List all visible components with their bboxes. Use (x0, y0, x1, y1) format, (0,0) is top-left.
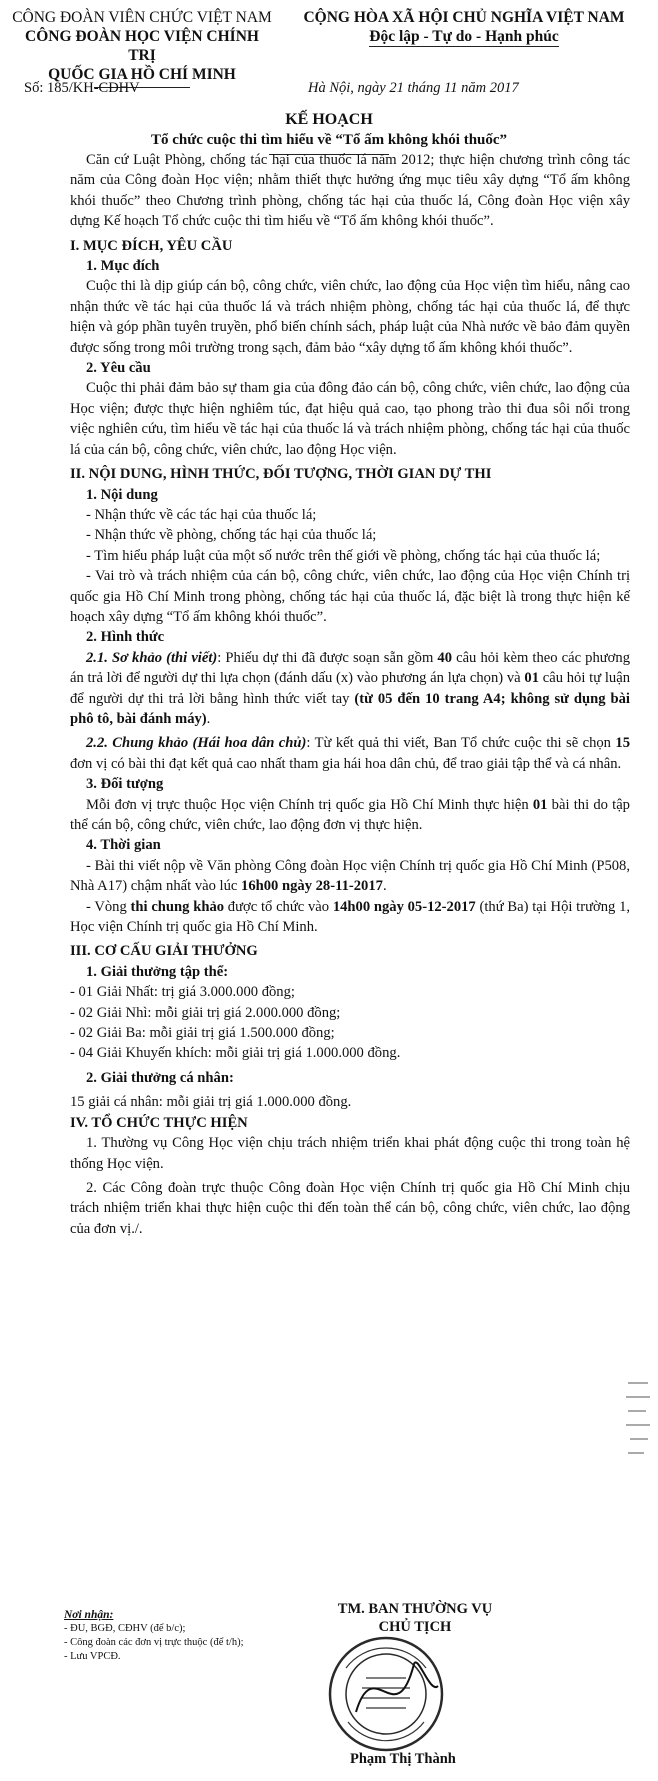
sign-title-1: TM. BAN THƯỜNG VỤ (337, 1601, 493, 1617)
final-round-paragraph: 2.2. Chung khảo (Hái hoa dân chủ): Từ kết quả thi viết, Ban Tổ chức cuộc thi sẽ chọn 15 đơn vị có bài thi đạt kết quả cao nhất tham gia hái hoa dân chủ, để trao giải tập thể và cá nhân. (70, 735, 630, 772)
document-title-block (0, 110, 658, 155)
nation-motto: Độc lập - Tự do - Hạnh phúc (369, 28, 559, 45)
content-item: - Tìm hiểu pháp luật của một số nước trên thế giới về phòng, chống tác hại của thuốc lá; (86, 547, 601, 564)
recipients-label: Nơi nhận: (64, 1609, 114, 1621)
signer-name: Phạm Thị Thành (350, 1751, 456, 1767)
national-header (278, 8, 650, 47)
individual-prize: 15 giải cá nhân: mỗi giải trị giá 1.000.000 đồng. (70, 1094, 352, 1111)
document-body (70, 150, 630, 1239)
scan-edge-icon (624, 1375, 654, 1485)
target-paragraph: Mỗi đơn vị trực thuộc Học viện Chính trị quốc gia Hồ Chí Minh thực hiện 01 bài thi do tập thể cán bộ, công chức, viên chức, lao động đơn vị thực hiện. (70, 796, 630, 833)
issuing-org-header (12, 8, 272, 88)
intro-paragraph: Căn cứ Luật Phòng, chống tác hại của thuốc lá năm 2012; thực hiện chương trình công tác năm của Công đoàn Học viện; nhằm thiết thực hưởng ứng mục tiêu xây dựng “Tổ ấm không khói thuốc” theo Chương trình phòng, chống tác hại của thuốc lá, Công đoàn Học viện xây dựng Kế hoạch Tổ chức cuộc thi tìm hiểu về “Tổ ấm không khói thuốc”. (70, 152, 630, 230)
document-date: Hà Nội, ngày 21 tháng 11 năm 2017 (308, 80, 519, 96)
content-item: - Nhận thức về phòng, chống tác hại của thuốc lá; (86, 527, 377, 544)
section-1-1-heading: 1. Mục đích (86, 258, 160, 275)
group-prize-item: - 02 Giải Ba: mỗi giải trị giá 1.500.000 đồng; (70, 1025, 335, 1042)
margin-scan-fragment (624, 1375, 658, 1488)
section-2-4-heading: 4. Thời gian (86, 837, 161, 854)
final-time-paragraph: - Vòng thi chung khảo được tổ chức vào 14h00 ngày 05-12-2017 (thứ Ba) tại Hội trường 1, Học viện Chính trị quốc gia Hồ Chí Minh. (70, 898, 631, 936)
deadline-paragraph: - Bài thi viết nộp về Văn phòng Công đoàn Học viện Chính trị quốc gia Hồ Chí Minh (P508, Nhà A17) chậm nhất vào lúc 16h00 ngày 28-11-2017. (70, 857, 630, 895)
org-line-1: CÔNG ĐOÀN VIÊN CHỨC VIỆT NAM (12, 9, 272, 26)
section-2-1-heading: 1. Nội dung (86, 486, 158, 503)
section-3-1-heading: 1. Giải thưởng tập thể: (86, 963, 229, 980)
section-4-heading: IV. TỔ CHỨC THỰC HIỆN (70, 1114, 248, 1131)
section-2-3-heading: 3. Đối tượng (86, 776, 164, 793)
official-seal-icon (326, 1634, 446, 1754)
final-round-label: 2.2. Chung khảo (Hái hoa dân chủ) (86, 735, 307, 752)
preliminary-round-label: 2.1. Sơ khảo (thi viết) (86, 649, 218, 666)
group-prize-item: - 02 Giải Nhì: mỗi giải trị giá 2.000.000 đồng; (70, 1004, 341, 1021)
nation-line-1: CỘNG HÒA XÃ HỘI CHỦ NGHĨA VIỆT NAM (303, 9, 625, 26)
group-prize-item: - 04 Giải Khuyến khích: mỗi giải trị giá 1.000.000 đồng. (70, 1045, 401, 1062)
org-line-2: CÔNG ĐOÀN HỌC VIỆN CHÍNH TRỊ (25, 28, 259, 64)
document-title: KẾ HOẠCH (285, 111, 373, 128)
document-number: Số: 185/KH-CĐHV (24, 80, 140, 96)
content-item: - Nhận thức về các tác hại của thuốc lá; (86, 506, 317, 523)
section-1-heading: I. MỤC ĐÍCH, YÊU CẦU (70, 237, 233, 254)
group-prize-item: - 01 Giải Nhất: trị giá 3.000.000 đồng; (70, 984, 295, 1001)
recipient-item: - ĐU, BGĐ, CĐHV (để b/c); (64, 1623, 186, 1634)
section-1-2-heading: 2. Yêu cầu (86, 360, 151, 377)
content-item: - Vai trò và trách nhiệm của cán bộ, công chức, viên chức, lao động của Học viện Chính trị quốc gia Hồ Chí Minh trong phòng, chống tác hại của thuốc lá, đặc biệt là trong thực hiện kế hoạch xây dựng “Tổ ấm không khói thuốc”. (70, 568, 630, 625)
implementation-item-1: 1. Thường vụ Công Học viện chịu trách nhiệm triển khai phát động cuộc thi trong toàn hệ thống Học viện. (70, 1135, 630, 1172)
purpose-paragraph: Cuộc thi là dịp giúp cán bộ, công chức, viên chức, lao động của Học viện tìm hiểu, nâng cao nhận thức về tác hại của thuốc lá và trách nhiệm phòng, chống tác hại của thuốc lá, để thực hiện và góp phần tuyên truyền, phổ biến chính sách, pháp luật của Nhà nước về bảo đảm quyền được sống trong môi trường trong sạch, đảm bảo “xây dựng tổ ấm không khói thuốc”. (70, 278, 630, 356)
document-subtitle: Tổ chức cuộc thi tìm hiểu về “Tổ ấm không khói thuốc” (150, 132, 508, 148)
requirement-paragraph: Cuộc thi phải đảm bảo sự tham gia của đông đảo cán bộ, công chức, viên chức, lao động của Học viện; được thực hiện nghiêm túc, đạt hiệu quả cao, tạo phong trào thi đua sôi nổi trong việc nghiên cứu, tìm hiểu về tác hại của thuốc lá và trách nhiệm phòng, chống tác hại của thuốc lá của cán bộ, công chức, viên chức, lao động Học viện. (70, 380, 630, 458)
signature-block (330, 1600, 500, 1636)
preliminary-round-paragraph: 2.1. Sơ khảo (thi viết): Phiếu dự thi đã được soạn sẵn gồm 40 câu hỏi kèm theo các phương án trả lời để người dự thi lựa chọn (đánh dấu (x) vào phương án lựa chọn) và 01 câu hỏi tự luận để người dự thi trả lời bằng hình thức viết tay (từ 05 đến 10 trang A4; không sử dụng bài phô tô, bài đánh máy). (70, 649, 630, 727)
section-2-2-heading: 2. Hình thức (86, 629, 165, 646)
recipients-block (64, 1608, 314, 1664)
org-line-3: QUỐC GIA HỒ CHÍ MINH (48, 66, 236, 83)
section-3-heading: III. CƠ CẤU GIẢI THƯỞNG (70, 943, 258, 960)
recipient-item: - Công đoàn các đơn vị trực thuộc (để t/h); (64, 1637, 244, 1648)
implementation-item-2: 2. Các Công đoàn trực thuộc Công đoàn Học viện Chính trị quốc gia Hồ Chí Minh chịu trách nhiệm triển khai thực hiện cuộc thi đến toàn thể cán bộ, công chức, viên chức, lao động của đơn vị./. (70, 1179, 630, 1237)
sign-title-2: CHỦ TỊCH (378, 1619, 452, 1635)
recipient-item: - Lưu VPCĐ. (64, 1651, 121, 1662)
section-2-heading: II. NỘI DUNG, HÌNH THỨC, ĐỐI TƯỢNG, THỜI GIAN DỰ THI (70, 466, 492, 483)
section-3-2-heading: 2. Giải thưởng cá nhân: (86, 1069, 234, 1086)
